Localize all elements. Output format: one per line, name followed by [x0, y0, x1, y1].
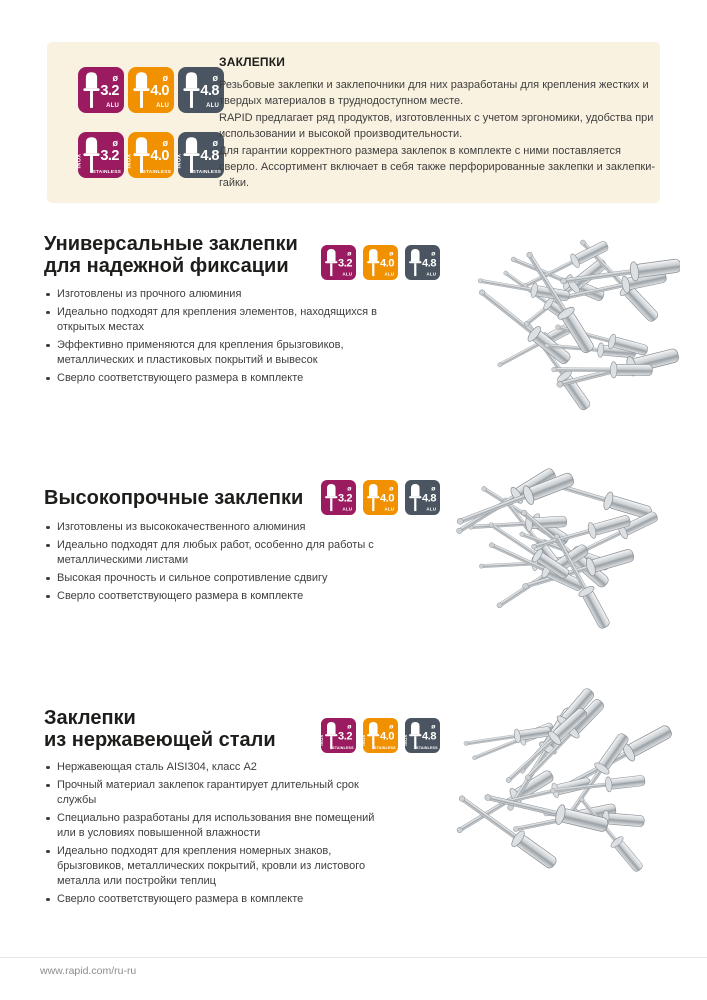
badge-size: 4.0: [379, 492, 395, 505]
rivet-icon: [408, 721, 422, 750]
badge-size: 4.8: [421, 492, 437, 505]
bullet-item: Высокая прочность и сильное сопротивление сдвигу: [44, 571, 392, 586]
badge-size: 3.2: [100, 83, 119, 99]
title-line: Высокопрочные заклепки: [44, 487, 304, 509]
badge-inox-label: INOX: [176, 153, 183, 169]
badge-size: 4.0: [150, 83, 169, 99]
badge-size: 3.2: [337, 492, 353, 505]
diameter-symbol: ø: [347, 484, 352, 493]
section-badge-row: [321, 480, 440, 515]
rivet-size-badge: [78, 132, 124, 178]
badge-size: 4.0: [150, 148, 169, 164]
section-badge-row: [321, 718, 440, 753]
badge-inox-label: INOX: [403, 734, 409, 746]
rivet-icon: [408, 248, 422, 277]
badge-size: 3.2: [100, 148, 119, 164]
rivet-icon: [366, 248, 380, 277]
rivet-size-badge: [321, 718, 356, 753]
badge-inox-label: INOX: [76, 153, 83, 169]
rivet-icon: [132, 71, 151, 109]
rivet-icon: [82, 71, 101, 109]
diameter-symbol: ø: [212, 138, 218, 148]
badge-material: ALU: [342, 272, 353, 277]
badge-material: ALU: [156, 103, 169, 109]
section-badge-row: [321, 245, 440, 280]
badge-material: STAINLESS: [416, 746, 438, 751]
badge-material: ALU: [106, 103, 119, 109]
diameter-symbol: ø: [347, 722, 352, 731]
intro-paragraph: RAPID предлагает ряд продуктов, изготовленных с учетом эргономики, удобства при использовании и высокой производительности.: [219, 111, 654, 141]
diameter-symbol: ø: [347, 249, 352, 258]
intro-title: ЗАКЛЕПКИ: [219, 55, 286, 69]
intro-panel: [47, 42, 660, 203]
rivet-icon: [82, 136, 101, 174]
badge-material: STAINLESS: [374, 746, 396, 751]
bullet-item: Эффективно применяются для крепления брызговиков, металлических и пластиковых покрытий и вывесок: [44, 338, 392, 368]
rivet-size-badge: [405, 245, 440, 280]
title-line: из нержавеющей стали: [44, 729, 276, 751]
rivet-size-badge: [405, 480, 440, 515]
rivet-size-badge: [128, 67, 174, 113]
bullet-item: Сверло соответствующего размера в комплекте: [44, 892, 392, 907]
bullet-list: [44, 520, 392, 604]
bullet-list: [44, 287, 392, 386]
rivet-icon: [132, 136, 151, 174]
badge-material: STAINLESS: [192, 170, 221, 175]
diameter-symbol: ø: [431, 249, 436, 258]
badge-size: 3.2: [337, 730, 353, 743]
diameter-symbol: ø: [389, 722, 394, 731]
rivet-size-badge: [178, 67, 224, 113]
bullet-item: Идеально подходят для крепления номерных знаков, брызговиков, металлических покрытий, кровли из листового металла или постройки теплиц: [44, 844, 392, 889]
rivets-photo: [443, 220, 680, 412]
badge-size: 4.0: [379, 730, 395, 743]
title-line: Универсальные заклепки: [44, 233, 298, 255]
diameter-symbol: ø: [389, 249, 394, 258]
badge-material: ALU: [426, 507, 437, 512]
diameter-symbol: ø: [431, 484, 436, 493]
intro-paragraph: Резьбовые заклепки и заклепочники для них разработаны для крепления жестких и твердых материалов в труднодоступном месте.: [219, 79, 649, 108]
badge-inox-label: INOX: [361, 734, 367, 746]
rivet-size-badge: [321, 245, 356, 280]
diameter-symbol: ø: [389, 484, 394, 493]
rivet-size-badge: [363, 480, 398, 515]
badge-material: ALU: [426, 272, 437, 277]
badge-material: STAINLESS: [142, 170, 171, 175]
diameter-symbol: ø: [112, 73, 118, 83]
title-line: Заклепки: [44, 707, 136, 729]
bullet-item: Специально разработаны для использования вне помещений или в условиях повышенной влажности: [44, 811, 392, 841]
badge-inox-label: INOX: [319, 734, 325, 746]
bullet-item: Нержавеющая сталь AISI304, класс А2: [44, 760, 392, 775]
rivet-size-badge: [178, 132, 224, 178]
badge-size: 4.8: [200, 148, 219, 164]
rivet-icon: [324, 483, 338, 512]
badge-size: 4.8: [421, 257, 437, 270]
rivet-size-badge: [128, 132, 174, 178]
badge-material: STAINLESS: [332, 746, 354, 751]
bullet-list: [44, 760, 392, 907]
badge-size: 4.0: [379, 257, 395, 270]
badge-material: ALU: [206, 103, 219, 109]
bullet-item: Сверло соответствующего размера в комплекте: [44, 589, 392, 604]
rivet-size-badge: [321, 480, 356, 515]
badge-size: 4.8: [200, 83, 219, 99]
bullet-item: Прочный материал заклепок гарантирует длительный срок службы: [44, 778, 392, 808]
rivet-icon: [366, 483, 380, 512]
intro-paragraph: Для гарантии корректного размера заклепок в комплекте с ними поставляется сверло. Ассортимент включает в себя также перфорированные заклепки и заклепки-гайки.: [219, 144, 656, 190]
badge-material: ALU: [384, 507, 395, 512]
rivet-icon: [324, 248, 338, 277]
diameter-symbol: ø: [162, 138, 168, 148]
diameter-symbol: ø: [112, 138, 118, 148]
intro-text: [219, 55, 659, 192]
intro-badge-grid: [78, 67, 224, 178]
bullet-item: Изготовлены из высококачественного алюминия: [44, 520, 392, 535]
rivet-size-badge: [363, 245, 398, 280]
diameter-symbol: ø: [162, 73, 168, 83]
rivet-icon: [366, 721, 380, 750]
footer-divider: [0, 957, 707, 958]
bullet-item: Идеально подходят для любых работ, особенно для работы с металлическими листами: [44, 538, 392, 568]
diameter-symbol: ø: [431, 722, 436, 731]
badge-inox-label: INOX: [126, 153, 133, 169]
rivet-size-badge: [363, 718, 398, 753]
title-line: для надежной фиксации: [44, 255, 289, 277]
rivet-icon: [408, 483, 422, 512]
footer-url-link[interactable]: www.rapid.com/ru-ru: [40, 965, 137, 977]
rivets-photo: [433, 686, 683, 880]
badge-material: ALU: [342, 507, 353, 512]
rivet-icon: [182, 136, 201, 174]
bullet-item: Идеально подходят для крепления элементов, находящихся в открытых местах: [44, 305, 392, 335]
bullet-item: Сверло соответствующего размера в комплекте: [44, 371, 392, 386]
badge-size: 3.2: [337, 257, 353, 270]
rivets-photo: [443, 450, 675, 635]
badge-material: ALU: [384, 272, 395, 277]
badge-material: STAINLESS: [92, 170, 121, 175]
rivet-size-badge: [78, 67, 124, 113]
badge-size: 4.8: [421, 730, 437, 743]
diameter-symbol: ø: [212, 73, 218, 83]
rivet-icon: [324, 721, 338, 750]
rivet-icon: [182, 71, 201, 109]
bullet-item: Изготовлены из прочного алюминия: [44, 287, 392, 302]
